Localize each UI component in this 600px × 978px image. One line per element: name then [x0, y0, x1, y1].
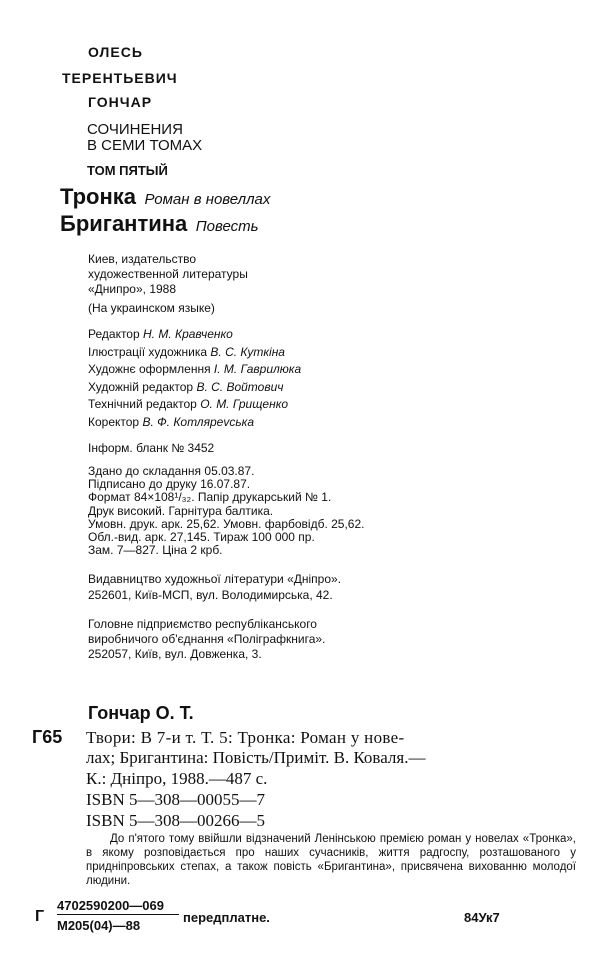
- credit-name: В. С. Войтович: [196, 379, 284, 394]
- author-patronymic: ТЕРЕНТЬЕВИЧ: [62, 70, 178, 86]
- works-title-line2: В СЕМИ ТОМАХ: [87, 137, 203, 154]
- credit-row: [88, 414, 301, 432]
- title-tronka: Тронка: [60, 184, 137, 209]
- inform-blank: Інформ. бланк № 3452: [88, 441, 215, 455]
- footer-udc: 84Ук7: [464, 910, 500, 925]
- print-info-line: Умовн. друк. арк. 25,62. Умовн. фарбовідб. 25,62.: [88, 516, 365, 531]
- address-line: 252057, Київ, вул. Довженка, 3.: [88, 647, 262, 661]
- catalog-code: Г65: [32, 727, 63, 747]
- language-note: (На украинском языке): [88, 301, 215, 315]
- credit-name: О. М. Грищенко: [200, 397, 289, 411]
- title-brigantina: Бригантина: [60, 211, 188, 236]
- author-surname: ГОНЧАР: [88, 94, 153, 110]
- address-line: Видавництво художньої літератури «Дніпро».: [88, 572, 342, 586]
- catalog-line1: Твори: В 7-и т. Т. 5: Тронка: Роман у нове-: [86, 728, 405, 747]
- credit-role: Ілюстрації художника: [88, 344, 208, 359]
- catalog-isbn1: ISBN 5—308—00055—7: [86, 790, 265, 809]
- title-brigantina-row: [60, 211, 259, 237]
- credit-row: [88, 379, 301, 397]
- credit-role: Коректор: [88, 414, 140, 429]
- works-title-line1: СОЧИНЕНИЯ: [87, 121, 183, 138]
- credit-role: Редактор: [88, 327, 140, 341]
- title-tronka-genre: Роман в новеллах: [144, 191, 271, 208]
- volume-number: ТОМ ПЯТЫЙ: [87, 163, 168, 178]
- print-info-line: Підписано до друку 16.07.87.: [88, 477, 251, 492]
- credit-row: [88, 396, 301, 414]
- author-first-name: ОЛЕСЬ: [88, 44, 143, 60]
- print-info-line: Зам. 7—827. Ціна 2 крб.: [88, 543, 223, 558]
- footer-fraction: [57, 898, 179, 933]
- footer-subscription: передплатне.: [183, 910, 270, 925]
- publisher-line1: Киев, издательство: [88, 252, 197, 266]
- credit-name: Н. М. Кравченко: [143, 327, 233, 341]
- address-line: 252601, Київ-МСП, вул. Володимирська, 42.: [88, 588, 333, 602]
- catalog-line3: К.: Дніпро, 1988.—487 с.: [86, 769, 268, 788]
- catalog-isbn2: ISBN 5—308—00266—5: [86, 811, 265, 830]
- catalog-abstract: До п'ятого тому ввійшли відзначений Ленінською премією роман у новелах «Тронка», в якому розповідається про наших сучасників, життя радгоспу, розташованого у придніпровських степах, а також повість «Бригантина», присвячена вихованню молодої людини.: [86, 833, 576, 887]
- publisher-line3: «Днипро», 1988: [88, 282, 177, 296]
- footer-letter: Г: [35, 908, 45, 925]
- footer-denominator: М205(04)—88: [57, 918, 141, 933]
- credits-list: [88, 326, 301, 431]
- printer-address: [88, 617, 325, 662]
- credit-row: [88, 326, 301, 344]
- catalog-line2: лах; Бригантина: Повість/Приміт. В. Коваля.—: [86, 748, 426, 767]
- address-line: виробничого об'єднання «Поліграфкнига».: [88, 632, 326, 646]
- address-line: Головне підприємство республіканського: [88, 617, 317, 631]
- print-info-line: Формат 84×108¹/₃₂. Папір друкарський № 1.: [88, 490, 332, 505]
- publisher-line2: художественной литературы: [88, 267, 248, 281]
- print-info: [88, 465, 365, 557]
- catalog-author: Гончар О. Т.: [88, 703, 194, 723]
- publisher-address: [88, 571, 341, 603]
- credit-role: Технічний редактор: [88, 397, 197, 411]
- credit-name: В. С. Куткіна: [210, 344, 285, 359]
- title-brigantina-genre: Повесть: [195, 218, 259, 235]
- print-info-line: Обл.-вид. арк. 27,145. Тираж 100 000 пр.: [88, 530, 315, 545]
- title-tronka-row: [60, 184, 270, 210]
- credit-row: [88, 361, 301, 379]
- credit-role: Художнє оформлення: [88, 362, 211, 376]
- credit-row: [88, 344, 301, 362]
- credit-name: І. М. Гаврилюка: [213, 362, 302, 376]
- footer-numerator: 4702590200—069: [57, 898, 179, 915]
- credit-name: В. Ф. Котлярevська: [142, 414, 254, 429]
- print-info-line: Друк високий. Гарнітура балтика.: [88, 503, 274, 518]
- print-info-line: Здано до складання 05.03.87.: [88, 464, 255, 478]
- credit-role: Художній редактор: [88, 379, 194, 394]
